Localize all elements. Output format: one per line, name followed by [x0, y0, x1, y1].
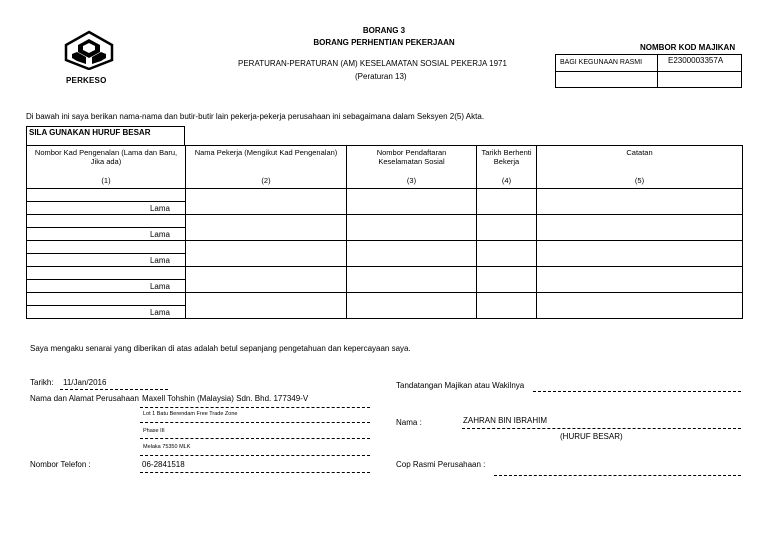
employee-name-cell[interactable] — [186, 241, 347, 267]
company-stamp-line[interactable] — [494, 475, 741, 476]
ic-old-cell[interactable]: Lama — [27, 228, 186, 241]
stop-date-cell[interactable] — [477, 215, 537, 241]
company-name-value[interactable]: Maxell Tohshin (Malaysia) Sdn. Bhd. 177349-V — [142, 394, 309, 403]
signature-line[interactable] — [533, 391, 741, 392]
ic-old-cell[interactable]: Lama — [27, 306, 186, 319]
ic-new-cell[interactable] — [27, 293, 186, 306]
ic-new-cell[interactable] — [27, 241, 186, 254]
intro-text: Di bawah ini saya berikan nama-nama dan butir-butir lain pekerja-pekerja perusahaan ini sebagaimana dalam Seksyen 2(5) Akta. — [26, 112, 485, 121]
date-value[interactable]: 11/Jan/2016 — [63, 378, 107, 387]
phone-line — [140, 472, 370, 473]
remarks-cell[interactable] — [537, 189, 743, 215]
stop-date-cell[interactable] — [477, 241, 537, 267]
employer-code-value: E2300003357A — [668, 56, 724, 65]
employee-name-cell[interactable] — [186, 267, 347, 293]
name-label: Nama : — [396, 418, 422, 427]
table-header-row — [27, 146, 743, 189]
ic-new-cell[interactable] — [27, 267, 186, 280]
stop-date-cell[interactable] — [477, 293, 537, 319]
stop-date-cell[interactable] — [477, 189, 537, 215]
phone-label: Nombor Telefon : — [30, 460, 91, 469]
caps-hint: (HURUF BESAR) — [560, 432, 623, 441]
stop-date-cell[interactable] — [477, 267, 537, 293]
socso-number-cell[interactable] — [347, 293, 477, 319]
table-row[interactable] — [27, 241, 743, 254]
address-line-1[interactable]: Lot 1 Batu Berendam Free Trade Zone — [143, 411, 238, 417]
employer-code-label: NOMBOR KOD MAJIKAN — [640, 43, 736, 52]
regulation-title: PERATURAN-PERATURAN (AM) KESELAMATAN SOSIAL PEKERJA 1971 — [238, 59, 507, 68]
phone-value[interactable]: 06-2841518 — [142, 460, 185, 469]
signature-label: Tandatangan Majikan atau Wakilnya — [396, 381, 525, 390]
declaration-text: Saya mengaku senarai yang diberikan di atas adalah betul sepanjang pengetahuan dan kepercayaan saya. — [30, 344, 411, 353]
date-label: Tarikh: — [30, 378, 54, 387]
column-header: Catatan (5) — [537, 146, 743, 189]
address-line-3-rule — [140, 455, 370, 456]
employee-table — [26, 145, 743, 319]
caps-note: SILA GUNAKAN HURUF BESAR — [26, 126, 185, 145]
date-line — [60, 389, 168, 390]
ic-old-cell[interactable]: Lama — [27, 254, 186, 267]
table-row[interactable] — [27, 267, 743, 280]
ic-new-cell[interactable] — [27, 215, 186, 228]
socso-number-cell[interactable] — [347, 241, 477, 267]
socso-number-cell[interactable] — [347, 189, 477, 215]
table-row[interactable] — [27, 215, 743, 228]
table-row[interactable] — [27, 189, 743, 202]
column-header: Nama Pekerja (Mengikut Kad Pengenalan) (2) — [186, 146, 347, 189]
form-number: BORANG 3 — [362, 26, 406, 35]
column-header: Nombor Pendaftaran Keselamatan Sosial (3) — [347, 146, 477, 189]
address-line-3[interactable]: Melaka 75350 MLK — [143, 444, 191, 450]
employee-name-cell[interactable] — [186, 189, 347, 215]
ic-old-cell[interactable]: Lama — [27, 202, 186, 215]
remarks-cell[interactable] — [537, 267, 743, 293]
perkeso-logo-icon — [62, 30, 116, 70]
logo-text: PERKESO — [66, 76, 107, 85]
remarks-cell[interactable] — [537, 293, 743, 319]
address-line-2[interactable]: Phase III — [143, 428, 165, 434]
address-line-1-rule — [140, 422, 370, 423]
company-name-address-label: Nama dan Alamat Perusahaan — [30, 394, 139, 403]
employee-name-cell[interactable] — [186, 215, 347, 241]
address-line-2-rule — [140, 438, 370, 439]
form-title: BORANG PERHENTIAN PEKERJAAN — [313, 38, 455, 47]
table-row[interactable] — [27, 293, 743, 306]
column-header: Tarikh Berhenti Bekerja (4) — [477, 146, 537, 189]
name-value[interactable]: ZAHRAN BIN IBRAHIM — [463, 416, 548, 425]
remarks-cell[interactable] — [537, 215, 743, 241]
name-line — [462, 428, 741, 429]
employee-name-cell[interactable] — [186, 293, 347, 319]
socso-number-cell[interactable] — [347, 267, 477, 293]
ic-new-cell[interactable] — [27, 189, 186, 202]
regulation-number: (Peraturan 13) — [355, 72, 407, 81]
company-stamp-label: Cop Rasmi Perusahaan : — [396, 460, 486, 469]
column-header: Nombor Kad Pengenalan (Lama dan Baru, Jika ada) (1) — [27, 146, 186, 189]
company-name-line — [140, 407, 370, 408]
employer-code-box — [555, 54, 742, 88]
remarks-cell[interactable] — [537, 241, 743, 267]
socso-number-cell[interactable] — [347, 215, 477, 241]
official-use-label: BAGI KEGUNAAN RASMI — [560, 59, 643, 66]
ic-old-cell[interactable]: Lama — [27, 280, 186, 293]
